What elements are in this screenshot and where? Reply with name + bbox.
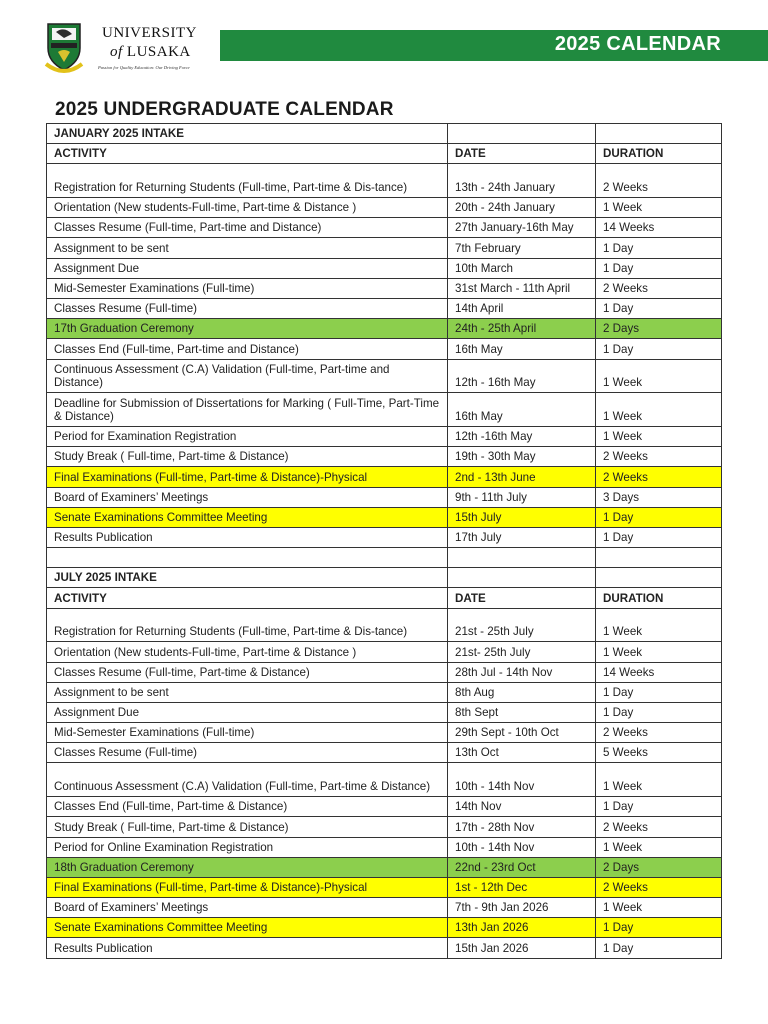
duration-cell: 1 Week	[596, 426, 722, 446]
date-cell: 21st - 25th July	[448, 608, 596, 642]
table-row	[47, 144, 722, 164]
date-cell: 2nd - 13th June	[448, 467, 596, 487]
activity-cell: Period for Online Examination Registration	[47, 837, 448, 857]
activity-cell: Study Break ( Full-time, Part-time & Distance)	[47, 447, 448, 467]
table-row	[47, 548, 722, 568]
date-cell: DATE	[448, 144, 596, 164]
activity-cell: Board of Examiners’ Meetings	[47, 898, 448, 918]
date-cell: 27th January-16th May	[448, 218, 596, 238]
duration-cell: 1 Day	[596, 238, 722, 258]
date-cell: 7th February	[448, 238, 596, 258]
date-cell: 28th Jul - 14th Nov	[448, 662, 596, 682]
date-cell: 8th Aug	[448, 682, 596, 702]
date-cell: 10th March	[448, 258, 596, 278]
activity-cell: Senate Examinations Committee Meeting	[47, 507, 448, 527]
activity-cell: Orientation (New students-Full-time, Part-time & Distance )	[47, 198, 448, 218]
duration-cell	[596, 548, 722, 568]
duration-cell: 1 Week	[596, 359, 722, 393]
activity-cell: Orientation (New students-Full-time, Part-time & Distance )	[47, 642, 448, 662]
duration-cell: 2 Weeks	[596, 278, 722, 298]
calendar-table-body	[47, 124, 722, 959]
duration-cell: 3 Days	[596, 487, 722, 507]
duration-cell: 1 Week	[596, 837, 722, 857]
duration-cell: 1 Week	[596, 642, 722, 662]
table-row	[47, 238, 722, 258]
table-row	[47, 662, 722, 682]
activity-cell: 18th Graduation Ceremony	[47, 857, 448, 877]
activity-cell: Classes Resume (Full-time, Part-time & Distance)	[47, 662, 448, 682]
university-crest-icon	[42, 20, 86, 76]
table-row	[47, 817, 722, 837]
university-name-line1: UNIVERSITY	[102, 25, 197, 41]
duration-cell: 2 Days	[596, 857, 722, 877]
table-row	[47, 898, 722, 918]
duration-cell: 1 Day	[596, 527, 722, 547]
duration-cell: 1 Week	[596, 898, 722, 918]
duration-cell: 5 Weeks	[596, 743, 722, 763]
activity-cell: Registration for Returning Students (Full-time, Part-time & Dis-tance)	[47, 608, 448, 642]
table-row	[47, 218, 722, 238]
date-cell: 13th Jan 2026	[448, 918, 596, 938]
table-row	[47, 723, 722, 743]
date-cell: 14th April	[448, 299, 596, 319]
table-row	[47, 124, 722, 144]
activity-cell: Results Publication	[47, 938, 448, 958]
duration-cell: 2 Weeks	[596, 447, 722, 467]
duration-cell: 2 Weeks	[596, 723, 722, 743]
duration-cell: 14 Weeks	[596, 218, 722, 238]
activity-cell: Final Examinations (Full-time, Part-time & Distance)-Physical	[47, 877, 448, 897]
activity-cell: Classes Resume (Full-time)	[47, 743, 448, 763]
duration-cell: 1 Day	[596, 797, 722, 817]
duration-cell: 2 Weeks	[596, 467, 722, 487]
activity-cell: JANUARY 2025 INTAKE	[47, 124, 448, 144]
table-row	[47, 339, 722, 359]
table-row	[47, 743, 722, 763]
table-row	[47, 938, 722, 958]
university-name-lusaka: LUSAKA	[126, 44, 191, 60]
table-row	[47, 918, 722, 938]
activity-cell: Classes Resume (Full-time, Part-time and Distance)	[47, 218, 448, 238]
activity-cell: Results Publication	[47, 527, 448, 547]
table-row	[47, 568, 722, 588]
duration-cell: 1 Day	[596, 702, 722, 722]
activity-cell	[47, 548, 448, 568]
date-cell: 13th - 24th January	[448, 164, 596, 198]
activity-cell: Assignment Due	[47, 702, 448, 722]
activity-cell: Assignment to be sent	[47, 682, 448, 702]
table-row	[47, 198, 722, 218]
page-title: 2025 UNDERGRADUATE CALENDAR	[55, 99, 394, 120]
table-row	[47, 608, 722, 642]
banner-title: 2025 CALENDAR	[554, 33, 721, 55]
date-cell: 16th May	[448, 393, 596, 427]
table-row	[47, 682, 722, 702]
date-cell: 13th Oct	[448, 743, 596, 763]
activity-cell: JULY 2025 INTAKE	[47, 568, 448, 588]
duration-cell: 1 Week	[596, 608, 722, 642]
table-row	[47, 426, 722, 446]
activity-cell: Board of Examiners’ Meetings	[47, 487, 448, 507]
duration-cell: 1 Day	[596, 507, 722, 527]
duration-cell: 2 Weeks	[596, 817, 722, 837]
activity-cell: Classes End (Full-time, Part-time & Distance)	[47, 797, 448, 817]
table-row	[47, 447, 722, 467]
activity-cell: Assignment Due	[47, 258, 448, 278]
duration-cell: 1 Day	[596, 682, 722, 702]
activity-cell: ACTIVITY	[47, 144, 448, 164]
date-cell: DATE	[448, 588, 596, 608]
date-cell: 14th Nov	[448, 797, 596, 817]
university-name-line2	[110, 44, 191, 61]
activity-cell: Registration for Returning Students (Full-time, Part-time & Dis-tance)	[47, 164, 448, 198]
activity-cell: Study Break ( Full-time, Part-time & Distance)	[47, 817, 448, 837]
duration-cell: 1 Day	[596, 918, 722, 938]
university-motto: Passion for Quality Education: Our Driving Force	[98, 65, 190, 70]
date-cell: 19th - 30th May	[448, 447, 596, 467]
table-row	[47, 527, 722, 547]
table-row	[47, 487, 722, 507]
duration-cell: DURATION	[596, 144, 722, 164]
table-row	[47, 393, 722, 427]
date-cell	[448, 548, 596, 568]
activity-cell: Assignment to be sent	[47, 238, 448, 258]
table-row	[47, 837, 722, 857]
table-row	[47, 763, 722, 797]
duration-cell: 2 Days	[596, 319, 722, 339]
activity-cell: Deadline for Submission of Dissertations for Marking ( Full-Time, Part-Time & Distance)	[47, 393, 448, 427]
date-cell: 22nd - 23rd Oct	[448, 857, 596, 877]
activity-cell: Continuous Assessment (C.A) Validation (Full-time, Part-time and Distance)	[47, 359, 448, 393]
table-row	[47, 278, 722, 298]
activity-cell: Mid-Semester Examinations (Full-time)	[47, 723, 448, 743]
table-row	[47, 359, 722, 393]
date-cell: 12th -16th May	[448, 426, 596, 446]
table-row	[47, 319, 722, 339]
activity-cell: Classes Resume (Full-time)	[47, 299, 448, 319]
date-cell: 1st - 12th Dec	[448, 877, 596, 897]
date-cell: 17th - 28th Nov	[448, 817, 596, 837]
duration-cell: DURATION	[596, 588, 722, 608]
table-row	[47, 507, 722, 527]
date-cell: 31st March - 11th April	[448, 278, 596, 298]
date-cell	[448, 124, 596, 144]
duration-cell: 1 Week	[596, 763, 722, 797]
table-row	[47, 857, 722, 877]
duration-cell: 14 Weeks	[596, 662, 722, 682]
activity-cell: Period for Examination Registration	[47, 426, 448, 446]
date-cell: 7th - 9th Jan 2026	[448, 898, 596, 918]
duration-cell: 1 Day	[596, 299, 722, 319]
calendar-banner	[220, 30, 768, 61]
activity-cell: Classes End (Full-time, Part-time and Distance)	[47, 339, 448, 359]
date-cell	[448, 568, 596, 588]
date-cell: 16th May	[448, 339, 596, 359]
date-cell: 10th - 14th Nov	[448, 837, 596, 857]
date-cell: 15th July	[448, 507, 596, 527]
activity-cell: Continuous Assessment (C.A) Validation (Full-time, Part-time & Distance)	[47, 763, 448, 797]
university-name-of: of	[110, 44, 123, 60]
table-row	[47, 258, 722, 278]
table-row	[47, 702, 722, 722]
duration-cell: 2 Weeks	[596, 877, 722, 897]
date-cell: 20th - 24th January	[448, 198, 596, 218]
date-cell: 9th - 11th July	[448, 487, 596, 507]
duration-cell	[596, 124, 722, 144]
table-row	[47, 588, 722, 608]
date-cell: 24th - 25th April	[448, 319, 596, 339]
duration-cell: 1 Day	[596, 938, 722, 958]
date-cell: 12th - 16th May	[448, 359, 596, 393]
activity-cell: Senate Examinations Committee Meeting	[47, 918, 448, 938]
date-cell: 8th Sept	[448, 702, 596, 722]
duration-cell: 1 Week	[596, 198, 722, 218]
date-cell: 29th Sept - 10th Oct	[448, 723, 596, 743]
date-cell: 21st- 25th July	[448, 642, 596, 662]
university-logo	[40, 20, 200, 78]
activity-cell: Final Examinations (Full-time, Part-time & Distance)-Physical	[47, 467, 448, 487]
table-row	[47, 467, 722, 487]
table-row	[47, 642, 722, 662]
duration-cell	[596, 568, 722, 588]
duration-cell: 1 Day	[596, 339, 722, 359]
date-cell: 15th Jan 2026	[448, 938, 596, 958]
table-row	[47, 164, 722, 198]
duration-cell: 1 Week	[596, 393, 722, 427]
activity-cell: 17th Graduation Ceremony	[47, 319, 448, 339]
table-row	[47, 877, 722, 897]
activity-cell: ACTIVITY	[47, 588, 448, 608]
activity-cell: Mid-Semester Examinations (Full-time)	[47, 278, 448, 298]
calendar-table	[46, 123, 722, 959]
table-row	[47, 299, 722, 319]
date-cell: 10th - 14th Nov	[448, 763, 596, 797]
duration-cell: 2 Weeks	[596, 164, 722, 198]
table-row	[47, 797, 722, 817]
duration-cell: 1 Day	[596, 258, 722, 278]
date-cell: 17th July	[448, 527, 596, 547]
